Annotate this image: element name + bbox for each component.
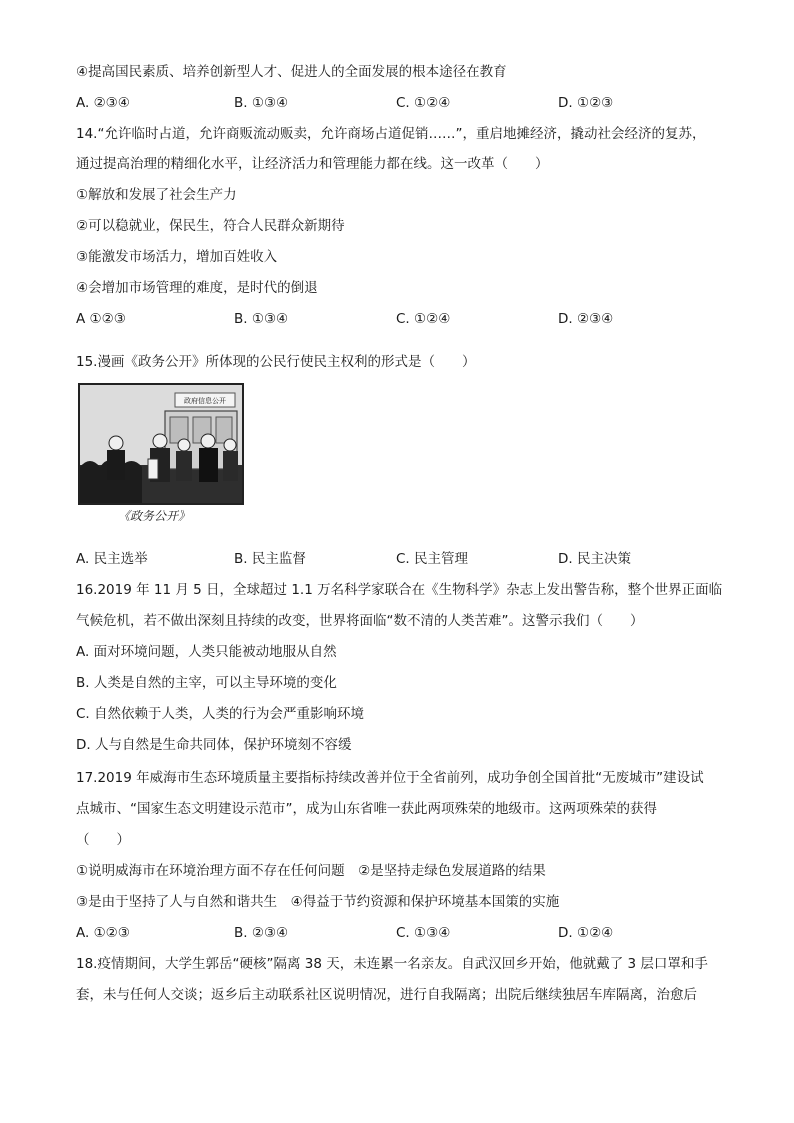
q17-option-a: A. ①②③ [76,925,130,941]
q13-options [76,93,726,124]
q16-line-1: 16.2019 年 11 月 5 日，全球超过 1.1 万名科学家联合在《生物科学》杂志上发出警告称，整个世界正面临 [76,582,723,598]
q17-statements-2: ③是由于坚持了人与自然和谐共生 ④得益于节约资源和保护环境基本国策的实施 [76,894,560,910]
q14-statement-4: ④会增加市场管理的难度，是时代的倒退 [76,280,318,296]
q14-option-c: C. ①②④ [396,311,451,327]
q16-option-a: A. 面对环境问题，人类只能被动地服从自然 [76,644,337,660]
q13-statement-4: ④提高国民素质、培养创新型人才、促进人的全面发展的根本途径在教育 [76,64,507,80]
q17-statements-1: ①说明威海市在环境治理方面不存在任何问题 ②是坚持走绿色发展道路的结果 [76,863,546,879]
q13-option-c: C. ①②④ [396,95,451,111]
q14-options [76,309,726,352]
q17-option-b: B. ②③④ [234,925,289,941]
q16-option-c: C. 自然依赖于人类，人类的行为会严重影响环境 [76,706,365,722]
q15-option-a: A. 民主选举 [76,551,148,567]
q14-line-2: 通过提高治理的精细化水平，让经济活力和管理能力都在线。这一改革（ ） [76,156,549,172]
q14-statement-2: ②可以稳就业，保民生，符合人民群众新期待 [76,218,345,234]
q14-line-1: 14.“允许临时占道，允许商贩流动贩卖，允许商场占道促销……”，重启地摊经济，撬动社会经济的复苏， [76,126,706,142]
cartoon-board-text: 政府信息公开 [184,397,226,405]
q15-option-d: D. 民主决策 [558,551,631,567]
q17-line-3: （ ） [76,832,130,848]
q18-line-2: 套，未与任何人交谈；返乡后主动联系社区说明情况，进行自我隔离；出院后继续独居车库隔离，治愈后 [76,987,697,1003]
q17-options [76,923,726,954]
q15-option-c: C. 民主管理 [396,551,469,567]
q17-line-2: 点城市、“国家生态文明建设示范市”，成为山东省唯一获此两项殊荣的地级市。这两项殊荣的获得 [76,801,657,817]
cartoon-figure [76,383,726,549]
exam-page [76,62,726,1016]
q15-option-b: B. 民主监督 [234,551,306,567]
q14-option-b: B. ①③④ [234,311,289,327]
q15-options [76,549,726,580]
q14-option-d: D. ②③④ [558,311,614,327]
q15-line-1: 15.漫画《政务公开》所体现的公民行使民主权利的形式是（ ） [76,354,476,370]
q16-option-b: B. 人类是自然的主宰，可以主导环境的变化 [76,675,337,691]
q14-statement-3: ③能激发市场活力，增加百姓收入 [76,249,278,265]
q16-option-d: D. 人与自然是生命共同体，保护环境刻不容缓 [76,737,352,753]
q14-statement-1: ①解放和发展了社会生产力 [76,187,237,203]
cartoon-caption: 《政务公开》 [118,509,191,523]
cartoon-image [78,383,244,505]
q16-line-2: 气候危机，若不做出深刻且持续的改变，世界将面临“数不清的人类苦难”。这警示我们（ ） [76,613,644,629]
q18-line-1: 18.疫情期间，大学生郭岳“硬核”隔离 38 天，未连累一名亲友。自武汉回乡开始，他就戴了 3 层口罩和手 [76,956,708,972]
q13-option-d: D. ①②③ [558,95,614,111]
q13-option-a: A. ②③④ [76,95,130,111]
q17-line-1: 17.2019 年威海市生态环境质量主要指标持续改善并位于全省前列，成功争创全国首批“无废城市”建设试 [76,770,704,786]
q14-option-a: A ①②③ [76,311,126,327]
q17-option-c: C. ①③④ [396,925,451,941]
q13-option-b: B. ①③④ [234,95,289,111]
q17-option-d: D. ①②④ [558,925,614,941]
